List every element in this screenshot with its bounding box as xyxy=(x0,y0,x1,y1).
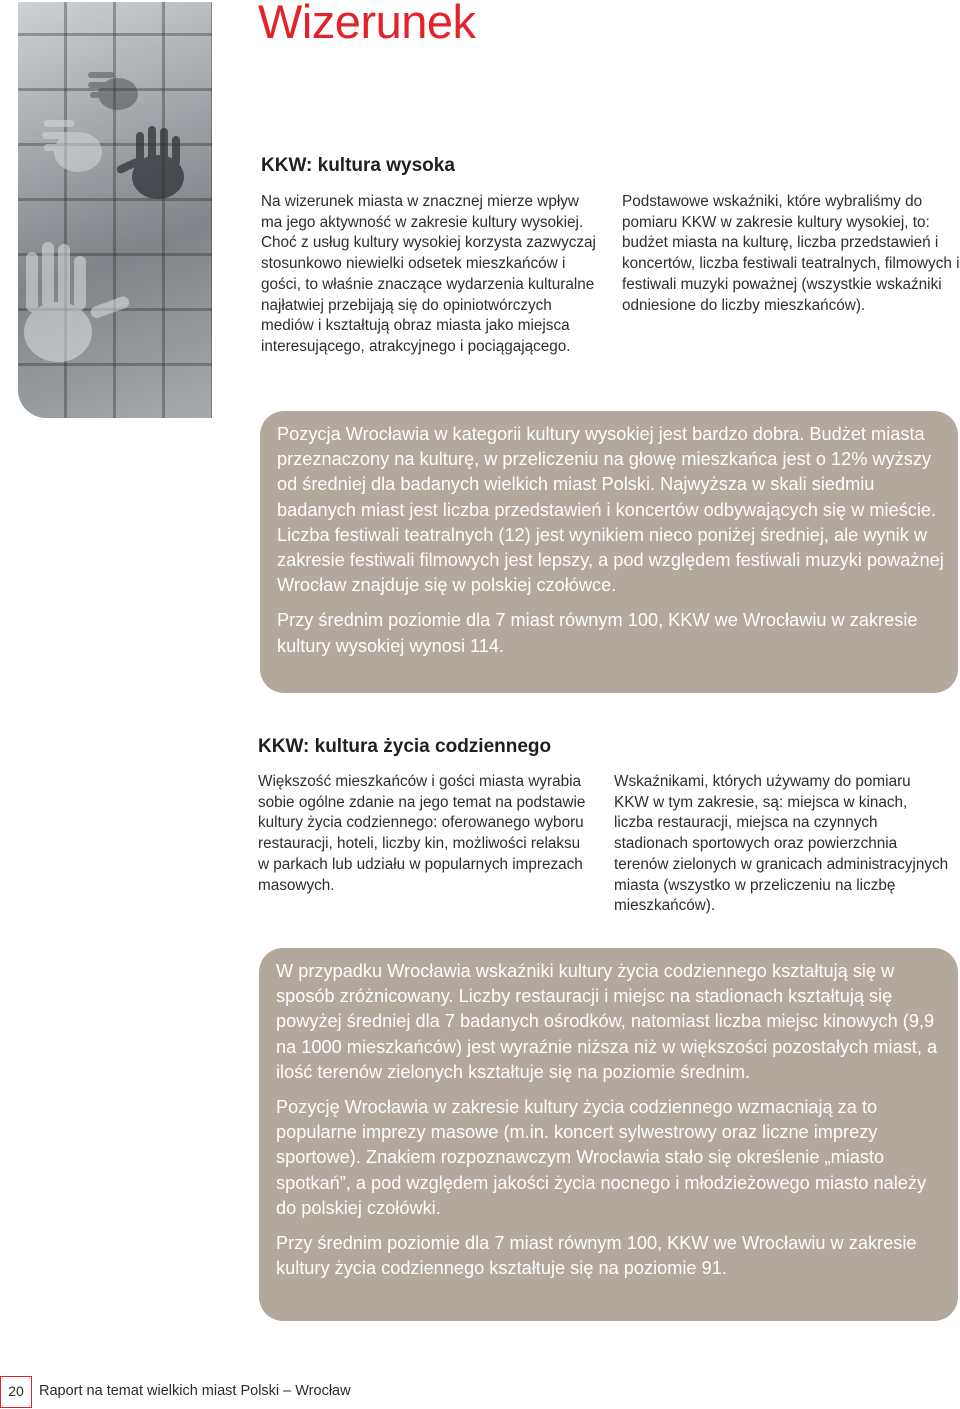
section1-score-paragraph: Przy średnim poziomie dla 7 miast równym 100, KKW we Wrocławiu w zakresie kultury wysokiej wynosi 114. xyxy=(277,610,918,656)
section2-summary-box xyxy=(259,948,958,1321)
section2-events-paragraph: Pozycję Wrocławia w zakresie kultury życia codziennego wzmacniają za to popularne imprezy masowe (m.in. koncert sylwestrowy oraz liczne imprezy sportowe). Znakiem rozpoznawczym Wrocławia stało się określenie „miasto spotkań”, a pod względem jakości życia nocnego i młodzieżowego miasto należy do polskiej czołówki. xyxy=(276,1097,927,1218)
section2-score-paragraph: Przy średnim poziomie dla 7 miast równym 100, KKW we Wrocławiu w zakresie kultury życia codziennego kształtuje się na poziomie 91. xyxy=(276,1233,917,1279)
section1-summary-box xyxy=(260,411,958,693)
section1-column-right: Podstawowe wskaźniki, które wybraliśmy do pomiaru KKW w zakresie kultury wysokiej, to: budżet miasta na kulturę, liczba przedstawień i koncertów, liczba festiwali teatralnych, filmowych i festiwali muzyki poważnej (wszystkie wskaźniki odniesione do liczby mieszkańców). xyxy=(622,193,960,314)
section2-column-left: Większość mieszkańców i gości miasta wyrabia sobie ogólne zdanie na jego temat na podstawie kultury życia codziennego: oferowanego wyboru restauracji, hoteli, liczby kin, możliwości relaksu w parkach lub udziału w popularnych imprezach masowych. xyxy=(258,773,586,894)
page-number: 20 xyxy=(0,1376,32,1408)
footer-report-title: Raport na temat wielkich miast Polski – Wrocław xyxy=(39,1383,351,1399)
page-title: Wizerunek xyxy=(258,0,476,48)
handprints-photo xyxy=(18,2,212,418)
handprint-icon xyxy=(18,2,212,418)
section-heading-kultura-zycia-codziennego: KKW: kultura życia codziennego xyxy=(258,736,552,757)
section-heading-kultura-wysoka: KKW: kultura wysoka xyxy=(261,155,455,176)
section2-column-right: Wskaźnikami, których używamy do pomiaru KKW w tym zakresie, są: miejsca w kinach, liczba restauracji, miejsca na czynnych stadionach sportowych oraz powierzchnia terenów zielonych w granicach administracyjnych miasta (wszystko w przeliczeniu na liczbę mieszkańców). xyxy=(614,773,949,915)
section2-summary-paragraph: W przypadku Wrocławia wskaźniki kultury życia codziennego kształtują się w sposób zróżnicowany. Liczby restauracji i miejsc na stadionach kształtują się powyżej średniej dla 7 badanych ośrodków, natomiast liczba miejsc kinowych (9,9 na 1000 mieszkańców) jest wyraźnie niższa niż w większości pozostałych miast, a ilość terenów zielonych kształtuje się na poziomie średnim. xyxy=(276,961,938,1082)
section1-column-left: Na wizerunek miasta w znacznej mierze wpływ ma jego aktywność w zakresie kultury wysokiej. Choć z usług kultury wysokiej korzysta zazwyczaj stosunkowo niewielki odsetek mieszkańców i gości, to właśnie znaczące wydarzenia kulturalne najłatwiej przebijają się do opiniotwórczych mediów i kształtują obraz miasta jako miejsca interesującego, atrakcyjnego i pociągającego. xyxy=(261,193,596,355)
section1-summary-paragraph: Pozycja Wrocławia w kategorii kultury wysokiej jest bardzo dobra. Budżet miasta przeznaczony na kulturę, w przeliczeniu na głowę mieszkańca jest o 12% wyższy od średniej dla badanych wielkich miast Polski. Najwyższa w skali siedmiu badanych miast jest liczba przedstawień i koncertów odbywających się w mieście. Liczba festiwali teatralnych (12) jest wynikiem nieco poniżej średniej, ale wynik w zakresie festiwali filmowych jest lepszy, a pod względem festiwali muzyki poważnej Wrocław znajduje się w polskiej czołówce. xyxy=(277,424,944,596)
